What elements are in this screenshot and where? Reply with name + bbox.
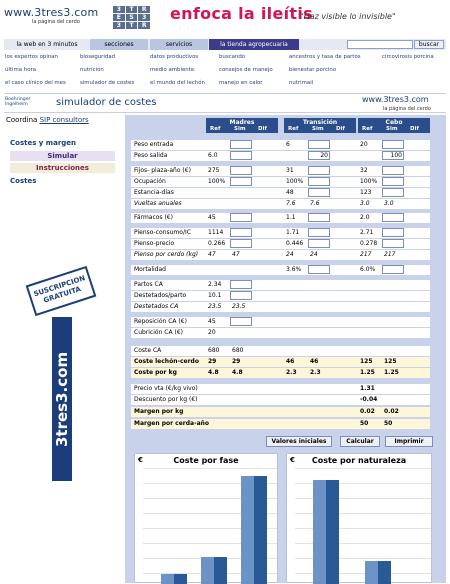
link[interactable]: los expertos opinan [5,54,58,60]
row-label: Fármacos (€) [134,214,173,221]
link-row [4,78,446,89]
sim-value-input[interactable] [308,140,330,149]
phase-name: Transición [302,119,338,126]
link[interactable]: simulador de costes [80,80,135,86]
row-label: Coste por kg [134,369,177,376]
cell-value: 7.6 [286,200,296,207]
sim-value-input[interactable] [382,213,404,222]
column-header: Sim [312,126,324,132]
cell-value: -0.04 [360,396,378,403]
cell-value: 48 [286,189,294,196]
gridline [295,468,431,469]
cell-value: 680 [232,347,244,354]
chart-bar [313,480,339,584]
cell-value: 275 [208,167,220,174]
cell-value: 23.5 [232,303,246,310]
cell-value: 50 [360,420,369,427]
phase-header [206,118,278,133]
cell-value: 0.02 [360,408,375,415]
row-label: Precio vta (€/kg vivo) [134,385,198,392]
cell-value: 217 [384,251,396,258]
sim-value-input[interactable] [308,239,330,248]
column-header: Sim [234,126,246,132]
chart-cost-by-nature [286,453,432,583]
sidebar-section-costes-margen[interactable]: Costes y margen [10,139,77,147]
link[interactable]: el caso clínico del mes [5,80,66,86]
coord-prefix: Coordina [6,116,38,124]
row-label: Fijos- plaza-año (€) [134,167,191,174]
nav-servicios[interactable]: servicios [150,39,208,50]
chart-bar [365,561,391,584]
sidebar-section-costes[interactable]: Costes [10,177,37,185]
logo-tiles [113,6,150,29]
column-header: Ref [362,126,373,132]
sim-value-input[interactable] [308,228,330,237]
column-header: Ref [288,126,299,132]
cell-value: 10.1 [208,292,222,299]
phase-name: Madres [229,119,255,126]
cell-value: 50 [384,420,393,427]
logo-tile: T [126,22,138,29]
cell-value: 3.6% [286,266,302,273]
cell-value: 4.8 [232,369,243,376]
chart-bar [201,557,227,584]
cell-value: 0.446 [286,240,304,247]
link[interactable]: consejos de manejo [219,67,273,73]
cell-value: 23.5 [208,303,222,310]
row-label: Pienso-consumo/IC [134,229,191,236]
cell-value: 29 [232,358,241,365]
row-label: Destetados/parto [134,292,187,299]
cell-value: 125 [360,358,373,365]
logo-tile: S [126,14,138,21]
cell-value: 1.71 [286,229,300,236]
row-label: Partos CA [134,281,163,288]
nav-la-web[interactable]: la web en 3 minutos [16,41,78,48]
cell-value: 3.0 [360,200,370,207]
row-label: Descuento por kg (€) [134,396,198,403]
chart-unit: € [138,456,143,464]
search-input[interactable] [347,40,413,49]
cell-value: 20 [360,141,368,148]
cell-value: 46 [310,358,319,365]
column-header: Sim [386,126,398,132]
link[interactable]: datos productivos [150,54,199,60]
coord-link[interactable]: SIP consultors [39,116,89,124]
cell-value: 45 [208,214,216,221]
site-logo[interactable]: www.3tres3.com [4,6,99,19]
row-label: Pienso por cerdo (kg) [134,251,199,258]
sim-value-input[interactable] [382,166,404,175]
cell-value: 1114 [208,229,224,236]
logo-tile: R [138,6,150,13]
logo-tile: 3 [138,14,150,21]
column-header: Dif [410,126,419,132]
link[interactable]: ancestros y tasa de partos [289,54,361,60]
cell-value: 217 [360,251,372,258]
logo-tile: 3 [113,22,125,29]
sim-value-input[interactable] [382,228,404,237]
cell-value: 100% [208,178,226,185]
sidebar-item-simular[interactable]: Simular [10,151,115,161]
page-title: simulador de costes [56,97,157,108]
phase-name: Cebo [385,119,403,126]
cell-value: 6.0% [360,266,376,273]
sim-value-input[interactable] [230,317,252,326]
logo-tile: T [126,6,138,13]
cell-value: 32 [360,167,368,174]
cell-value: 123 [360,189,372,196]
row-label: Margen por kg [134,408,184,415]
cell-value: 46 [286,358,295,365]
sim-value-input[interactable] [308,213,330,222]
subscription-stamp[interactable]: SUSCRIPCION GRATUITA [26,266,97,316]
sim-value-input[interactable] [230,166,252,175]
table-row [131,346,430,356]
sim-value-input[interactable] [308,166,330,175]
sponsor-logo: Boehringer Ingelheim [5,97,31,107]
row-label: Ocupación [134,178,166,185]
sim-value-input[interactable] [382,265,404,274]
sim-value-input[interactable] [230,151,252,160]
cell-value: 2.34 [208,281,222,288]
sim-value-input[interactable]: 100 [382,151,404,160]
cell-value: 0.02 [384,408,399,415]
row-label: Vueltas anuales [134,200,182,207]
calculate-button[interactable]: Calcular [340,436,380,447]
gridline [143,468,277,469]
reset-values-button[interactable]: Valores iniciales [266,436,332,447]
cell-value: 1.31 [360,385,375,392]
cell-value: 0.266 [208,240,226,247]
cell-value: 7.6 [310,200,320,207]
chart-title: Coste por fase [173,456,239,465]
coordinator-line [6,116,89,124]
search-button[interactable]: buscar [414,40,444,49]
cell-value: 29 [208,358,217,365]
column-header: Ref [210,126,221,132]
chart-title: Coste por naturaleza [311,456,407,465]
sim-value-input[interactable]: 20 [308,151,330,160]
sim-value-input[interactable] [382,239,404,248]
logo-tile: R [138,22,150,29]
link-row [4,65,446,76]
link[interactable]: nutrimail [289,80,314,86]
site-logo-subtitle: la página del cerdo [32,19,80,25]
sim-value-input[interactable] [382,188,404,197]
cell-value: 100% [360,178,378,185]
logo-tile: E [113,14,125,21]
link[interactable]: manejo en calor [219,80,263,86]
phase-header [358,118,430,133]
cell-value: 2.3 [286,369,297,376]
cell-value: 47 [232,251,240,258]
column-header: Dif [258,126,267,132]
cell-value: 0.278 [360,240,378,247]
chart-cost-by-phase [134,453,278,583]
cell-value: 4.8 [208,369,219,376]
row-label: Destetados CA [134,303,179,310]
sim-value-input[interactable] [230,280,252,289]
vertical-banner[interactable]: 3tres3.com [52,317,72,481]
sim-value-input[interactable] [382,140,404,149]
logo-tile: 3 [113,6,125,13]
cell-value: 2.71 [360,229,374,236]
sim-value-input[interactable] [230,291,252,300]
cell-value: 100% [286,178,304,185]
nav-secciones[interactable]: secciones [90,39,148,50]
cell-value: 2.3 [310,369,321,376]
row-label: Cubrición CA (€) [134,329,183,336]
cell-value: 6.0 [208,152,218,159]
cell-value: 45 [208,318,216,325]
cell-value: 1.1 [286,214,296,221]
table-row [131,280,430,290]
sim-value-input[interactable] [308,188,330,197]
column-header: Dif [336,126,345,132]
cell-value: 47 [208,251,216,258]
sidebar-item-instrucciones[interactable]: Instrucciones [10,163,115,173]
link[interactable]: nutrición [80,67,104,73]
cell-value: 680 [208,347,220,354]
cell-value: 2.0 [360,214,370,221]
row-label: Peso salida [134,152,168,159]
row-label: Pienso-precio [134,240,175,247]
link[interactable]: buscando [219,54,246,60]
app-site-logo[interactable]: www.3tres3.com [362,95,429,104]
app-site-subtitle: la página del cerdo [383,106,431,112]
print-button[interactable]: Imprimir [385,436,433,447]
cell-value: 24 [310,251,318,258]
sim-value-input[interactable] [230,140,252,149]
campaign-brand[interactable]: enfoca la ileítis [170,4,313,23]
row-label: Margen por cerda-año [134,420,210,427]
cell-value: 31 [286,167,294,174]
row-label: Peso entrada [134,141,174,148]
row-label: Estancia-días [134,189,174,196]
nav-tienda[interactable]: la tienda agropecuaria [209,39,299,50]
cell-value: 3.0 [384,200,394,207]
row-label: Mortalidad [134,266,166,273]
row-label: Coste CA [134,347,162,354]
sim-value-input[interactable] [230,239,252,248]
link[interactable]: el mundo del lechón [150,80,205,86]
sim-value-input[interactable] [230,213,252,222]
sim-value-input[interactable] [308,265,330,274]
link[interactable]: medio ambiente [150,67,195,73]
cell-value: 6 [286,141,290,148]
link[interactable]: bienestar porcino [289,67,337,73]
chart-bar [241,476,267,584]
cell-value: 1.25 [384,369,399,376]
cell-value: 125 [384,358,397,365]
row-label: Coste lechón-cerdo [134,358,199,365]
link-row [4,52,446,63]
campaign-slogan: "Haz visible lo invisible" [300,12,396,21]
cell-value: 20 [208,329,216,336]
sim-value-input[interactable] [230,228,252,237]
chart-unit: € [290,456,295,464]
cell-value: 1.25 [360,369,375,376]
sim-value-input[interactable] [382,177,404,186]
link[interactable]: circovirosis porcina [382,54,434,60]
sim-value-input[interactable] [230,177,252,186]
link[interactable]: bioseguridad [80,54,116,60]
cell-value: 24 [286,251,294,258]
sim-value-input[interactable] [308,177,330,186]
link[interactable]: última hora [5,67,37,73]
row-label: Reposición CA (€) [134,318,187,325]
phase-header [284,118,356,133]
